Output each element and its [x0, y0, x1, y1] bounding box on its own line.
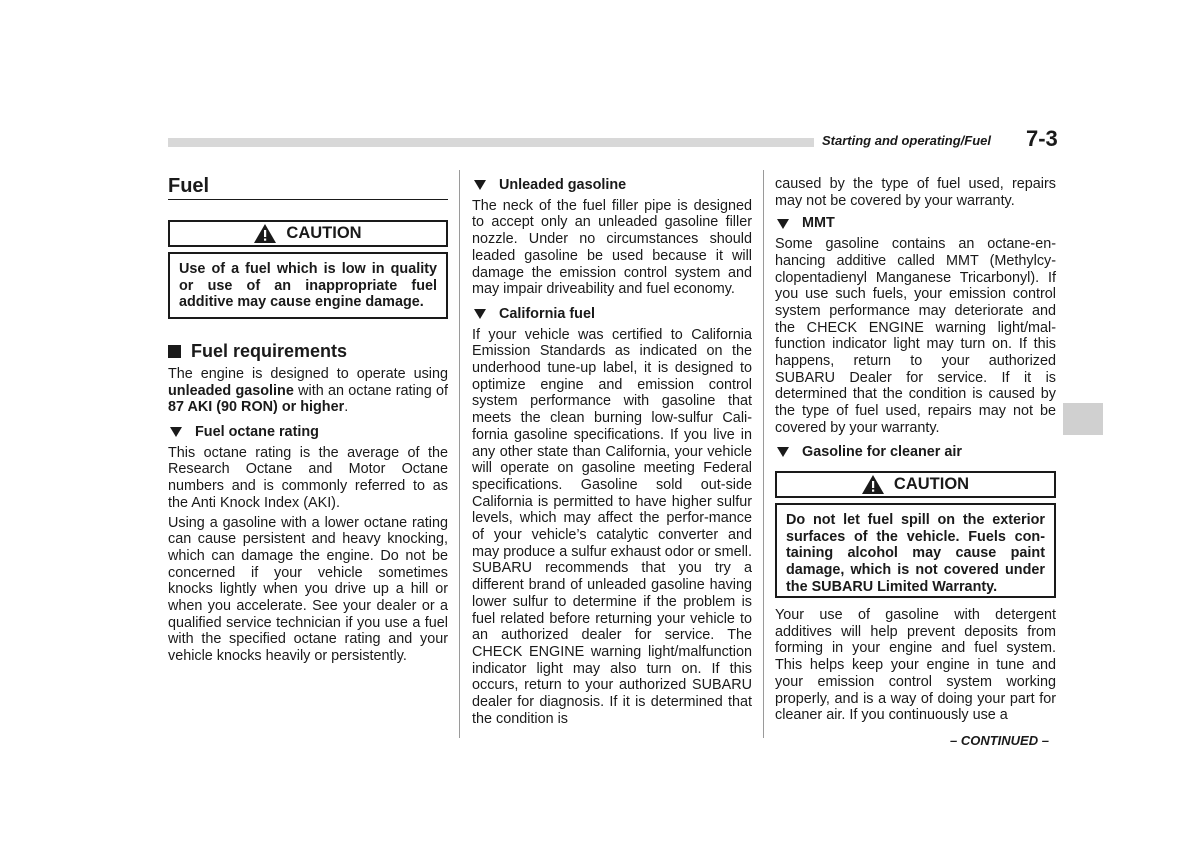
california-heading: [472, 306, 752, 323]
mmt-heading-label: MMT: [802, 215, 835, 232]
caution-text-1: Use of a fuel which is low in quality or use of an inappropriate fuel additive may cause engine damage.: [179, 261, 437, 311]
octane-heading-label: Fuel octane rating: [195, 424, 319, 440]
fuel-requirements-heading: [168, 341, 347, 362]
caution-box-2: [775, 503, 1056, 598]
page-number: 7-3: [1026, 126, 1058, 151]
req-text-a: The engine is designed to operate using: [168, 366, 448, 382]
continued-text-block: [775, 176, 1056, 460]
triangle-bullet-icon: [474, 309, 486, 319]
octane-paragraph-1: This octane rating is the average of the Research Octane and Motor Octane numbers and is commonly referred to as the Anti Knock Index (AKI).: [168, 444, 448, 511]
req-text-unleaded: unleaded gasoline: [168, 382, 294, 399]
triangle-bullet-icon: [777, 219, 789, 229]
continued-paragraph: caused by the type of fuel used, repairs may not be covered by your warranty.: [775, 176, 1056, 209]
warning-triangle-icon: [862, 475, 884, 494]
warning-triangle-icon: [254, 224, 276, 243]
unleaded-section: [472, 177, 752, 728]
mmt-paragraph: Some gasoline contains an octane-en-hancing additive called MMT (Methylcy-clopentadienyl Manganese Tricarbonyl). If you use such fuels, your emission control system performance may deteriorate and the CHECK ENGINE warning light/mal-function indicator light may turn on. If this happens, return to your authorized SUBARU Dealer for service. If it is determined that the condition is caused by the type of fuel used, repairs may not be covered by your warranty.: [775, 236, 1056, 436]
req-text-e: .: [344, 399, 349, 416]
detergent-section: [775, 607, 1056, 724]
unleaded-heading: [472, 177, 752, 194]
california-heading-label: California fuel: [499, 305, 595, 322]
unleaded-heading-label: Unleaded gasoline: [499, 177, 627, 193]
octane-heading: [168, 424, 448, 441]
caution-box-1: [168, 252, 448, 319]
chapter-side-tab: [1063, 403, 1103, 435]
running-header-title: Starting and operating/Fuel: [822, 133, 992, 148]
triangle-bullet-icon: [777, 447, 789, 457]
column-divider-2: [763, 170, 764, 738]
octane-paragraph-2: Using a gasoline with a lower octane rating can cause persistent and heavy knocking, which can damage the engine. Do not be concerned if your vehicle sometimes knocks lightly when you drive up a hill or when you accelerate. See your dealer or a qualified service technician if you use a fuel with the specified octane rating and your vehicle knocks heavily or persistently.: [168, 514, 448, 665]
req-text-octane: 87 AKI (90 RON) or higher: [168, 399, 345, 416]
triangle-bullet-icon: [474, 180, 486, 190]
mmt-heading: [775, 215, 1056, 232]
octane-section: [168, 424, 448, 665]
header-bar: [168, 138, 814, 147]
fuel-requirements-paragraph: [168, 366, 448, 416]
caution-label-2: CAUTION: [893, 475, 970, 493]
detergent-paragraph: Your use of gasoline with detergent additives will help prevent deposits from forming in your engine and fuel system. This helps keep your engine in tune and your emission control system working properly, and is a way of doing your part for cleaner air. If you continuously use a: [775, 607, 1056, 724]
section-title-rule: [168, 199, 448, 200]
square-bullet-icon: [168, 345, 181, 358]
california-paragraph: If your vehicle was certified to California Emission Standards as indicated on the underhood tune-up label, it is designed to optimize engine and emission control system performance with gasoline that meets the clean burning low-sulfur Cali-fornia gasoline specifications. If you live in any other state than California, your vehicle will operate on gasoline meeting Federal specifications. Gasoline sold out-side California is permitted to have higher sulfur levels, which may affect the perfor-mance of your vehicle’s catalytic converter and may produce a sulfur exhaust odor or smell. SUBARU recommends that you try a different brand of unleaded gasoline having lower sulfur to determine if the problem is fuel related before returning your vehicle to an authorized dealer for service. The CHECK ENGINE warning light/malfunction indicator light may also turn on. If this occurs, return to your authorized SUBARU dealer for diagnosis. If it is determined that the condition is: [472, 326, 752, 727]
column-divider-1: [459, 170, 460, 738]
caution-label-1: CAUTION: [286, 224, 362, 242]
caution-text-2: Do not let fuel spill on the exterior surfaces of the vehicle. Fuels con-taining alcohol may cause paint damage, which is not covered under the SUBARU Limited Warranty.: [786, 512, 1045, 595]
section-title-fuel: Fuel: [168, 175, 210, 197]
triangle-bullet-icon: [170, 427, 182, 437]
unleaded-paragraph: The neck of the fuel filler pipe is designed to accept only an unleaded gasoline filler nozzle. Under no circumstances should leaded gasoline be used because it will damage the emission control system and may impair driveability and fuel economy.: [472, 197, 752, 298]
caution-header-1: [168, 220, 448, 247]
fuel-requirements-title: Fuel requirements: [191, 341, 348, 361]
continued-footer: – CONTINUED –: [950, 733, 1049, 748]
cleaner-air-heading: [775, 444, 1056, 461]
cleaner-air-heading-label: Gasoline for cleaner air: [802, 443, 962, 460]
req-text-c: with an octane rating of: [293, 382, 449, 399]
caution-header-2: [775, 471, 1056, 498]
